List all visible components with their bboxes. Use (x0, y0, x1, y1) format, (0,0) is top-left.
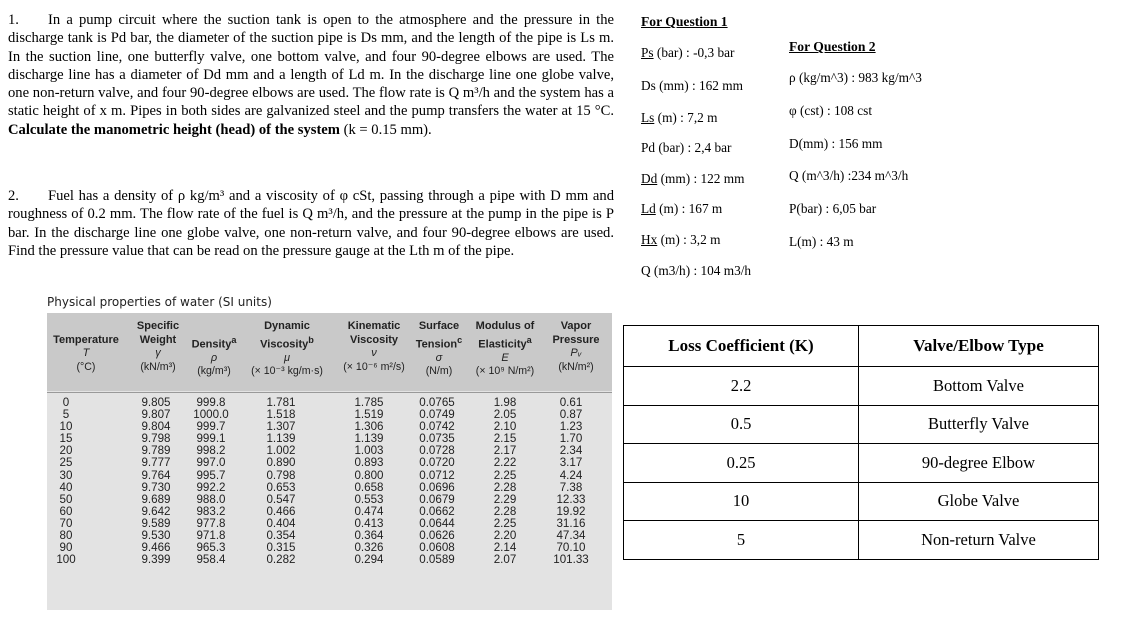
table-cell: 0.800 (354, 468, 384, 482)
table-cell: 1.002 (266, 444, 296, 458)
table-cell: 2.22 (493, 456, 517, 470)
table-cell: 2.17 (493, 444, 517, 458)
table-cell: 9.805 (141, 396, 171, 409)
table-cell: 1.139 (266, 432, 296, 446)
water-table-title: Physical properties of water (SI units) (47, 295, 272, 309)
table-cell: 0.315 (266, 541, 296, 555)
k-table-header-row (624, 326, 1099, 367)
table-cell: 999.7 (196, 420, 226, 434)
param-pressure: P(bar) : 6,05 bar (789, 201, 877, 216)
table-cell: 0.326 (354, 541, 384, 555)
table-cell: 983.2 (196, 504, 226, 518)
table-cell: 9.789 (141, 444, 171, 458)
table-cell: 40 (59, 480, 73, 494)
table-cell: 1.23 (559, 420, 583, 434)
param-ps: Ps (bar) : -0,3 bar (641, 45, 735, 60)
param-pd: Pd (bar) : 2,4 bar (641, 140, 732, 155)
table-cell: 50 (59, 492, 73, 506)
header-temperature: Temperature T (°C) (53, 333, 119, 373)
table-cell: 20 (59, 444, 73, 458)
table-cell: 60 (59, 504, 73, 518)
table-cell: 2.15 (493, 432, 517, 446)
water-properties-table (47, 313, 612, 610)
table-cell: 19.92 (556, 504, 586, 518)
table-cell: 0.404 (266, 516, 296, 530)
table-cell: 0.0720 (419, 456, 455, 470)
table-cell: 0.0679 (419, 492, 455, 506)
table-cell: 9.589 (141, 516, 171, 530)
param-diameter: D(mm) : 156 mm (789, 136, 883, 151)
table-cell: 0.653 (266, 480, 296, 494)
table-cell: 995.7 (196, 468, 226, 482)
table-cell: 0.0712 (419, 468, 455, 482)
table-cell: 0.364 (354, 529, 384, 543)
header-kinematic-viscosity: Kinematic Viscosity ν (× 10⁻⁶ m²/s) (343, 320, 405, 373)
loss-coefficient-table (623, 325, 1099, 560)
header-surface-tension: Surface Tension$^c$ σ (N/m) (415, 320, 463, 378)
table-cell: 9.466 (141, 541, 171, 555)
table-cell: 0.0608 (419, 541, 455, 555)
column-density (189, 397, 233, 566)
table-cell: 2.05 (493, 408, 517, 422)
table-cell: 0.466 (266, 504, 296, 518)
param-viscosity: φ (cst) : 108 cst (789, 103, 873, 118)
valve-type: Globe Valve (859, 482, 1099, 521)
table-cell: 1000.0 (193, 408, 229, 422)
k-table-row (624, 521, 1099, 560)
table-cell: 988.0 (196, 492, 226, 506)
param-ld: Ld (m) : 167 m (641, 201, 723, 216)
question-1-number: 1. (8, 12, 19, 28)
table-cell: 2.20 (493, 529, 517, 543)
question-2-heading: For Question 2 (789, 39, 876, 54)
table-cell: 31.16 (556, 516, 586, 530)
param-ds: Ds (mm) : 162 mm (641, 78, 743, 93)
k-table-row (624, 482, 1099, 521)
table-cell: 0.0765 (419, 396, 455, 409)
param-ls: Ls (m) : 7,2 m (641, 110, 718, 125)
table-cell: 977.8 (196, 516, 226, 530)
table-cell: 0.354 (266, 529, 296, 543)
table-cell: 0.294 (354, 553, 384, 567)
table-cell: 9.642 (141, 504, 171, 518)
header-dynamic-viscosity: Dynamic Viscosity$^b$ μ (× 10⁻³ kg/m·s) (251, 320, 323, 378)
table-cell: 1.306 (354, 420, 384, 434)
question-1-tail: (k = 0.15 mm). (339, 121, 432, 138)
header-density: Density$^a$ ρ (kg/m³) (191, 334, 237, 378)
table-cell: 12.33 (556, 492, 586, 506)
type-header: Valve/Elbow Type (859, 326, 1099, 367)
water-table-divider (47, 392, 612, 393)
valve-type: 90-degree Elbow (859, 444, 1099, 483)
column-kinematic-viscosity (349, 397, 389, 566)
table-cell: 5 (62, 408, 70, 422)
table-cell: 90 (59, 541, 73, 555)
column-modulus (490, 397, 520, 566)
header-modulus: Modulus of Elasticity$^a$ E (× 10⁹ N/m²) (475, 320, 535, 378)
table-cell: 2.34 (559, 444, 583, 458)
table-cell: 80 (59, 529, 73, 543)
table-cell: 4.24 (559, 468, 583, 482)
table-cell: 3.17 (559, 456, 583, 470)
table-cell: 1.98 (493, 396, 517, 409)
valve-type: Butterfly Valve (859, 405, 1099, 444)
table-cell: 999.1 (196, 432, 226, 446)
table-cell: 0.0749 (419, 408, 455, 422)
k-table-row (624, 444, 1099, 483)
table-cell: 30 (59, 468, 73, 482)
k-value: 5 (624, 521, 859, 560)
table-cell: 47.34 (556, 529, 586, 543)
question-2-number: 2. (8, 188, 19, 204)
table-cell: 1.519 (354, 408, 384, 422)
table-cell: 1.518 (266, 408, 296, 422)
column-vapor-pressure (550, 397, 592, 566)
table-cell: 965.3 (196, 541, 226, 555)
table-cell: 70 (59, 516, 73, 530)
table-cell: 0.0735 (419, 432, 455, 446)
table-cell: 0.553 (354, 492, 384, 506)
question-2-text: Fuel has a density of ρ kg/m³ and a viscosity of φ cSt, passing through a pipe with D mm and roughness of 0.2 mm. The flow rate of the fuel is Q m³/h, and the pressure at the pump in the pipe is P bar. In the discharge line one globe valve, one non-return valve, and four 90-degree elbows are used. Find the pressure value that can be read on the pressure gauge at the Lth m of the pipe. (8, 188, 614, 259)
table-cell: 2.29 (493, 492, 517, 506)
table-cell: 101.33 (553, 553, 589, 567)
table-cell: 2.14 (493, 541, 517, 555)
table-cell: 2.28 (493, 480, 517, 494)
param-density: ρ (kg/m^3) : 983 kg/m^3 (789, 70, 922, 85)
table-cell: 0 (62, 396, 70, 409)
table-cell: 998.2 (196, 444, 226, 458)
table-cell: 9.807 (141, 408, 171, 422)
question-2 (8, 187, 614, 260)
k-header: Loss Coefficient (K) (624, 326, 859, 367)
table-cell: 958.4 (196, 553, 226, 567)
table-cell: 9.530 (141, 529, 171, 543)
k-value: 0.25 (624, 444, 859, 483)
table-cell: 971.8 (196, 529, 226, 543)
column-specific-weight (133, 397, 179, 566)
table-cell: 100 (56, 553, 76, 567)
table-cell: 0.61 (559, 396, 583, 409)
param-length: L(m) : 43 m (789, 234, 854, 249)
table-cell: 0.890 (266, 456, 296, 470)
table-cell: 9.777 (141, 456, 171, 470)
table-cell: 0.893 (354, 456, 384, 470)
table-cell: 15 (59, 432, 73, 446)
table-cell: 1.785 (354, 396, 384, 409)
table-cell: 2.28 (493, 504, 517, 518)
k-table-row (624, 367, 1099, 406)
table-cell: 0.0644 (419, 516, 455, 530)
header-vapor-pressure: Vapor Pressure Pᵥ (kN/m²) (552, 320, 600, 373)
table-cell: 0.0742 (419, 420, 455, 434)
table-cell: 0.413 (354, 516, 384, 530)
param-hx: Hx (m) : 3,2 m (641, 232, 721, 247)
question-1-bold: Calculate the manometric height (head) of the system (8, 121, 340, 138)
column-surface-tension (412, 397, 462, 566)
table-cell: 9.764 (141, 468, 171, 482)
table-cell: 9.798 (141, 432, 171, 446)
table-cell: 25 (59, 456, 73, 470)
valve-type: Non-return Valve (859, 521, 1099, 560)
table-cell: 2.10 (493, 420, 517, 434)
table-cell: 999.8 (196, 396, 226, 409)
table-cell: 2.25 (493, 468, 517, 482)
param-flow: Q (m^3/h) :234 m^3/h (789, 168, 909, 183)
param-q: Q (m3/h) : 104 m3/h (641, 263, 752, 278)
table-cell: 2.07 (493, 553, 517, 567)
table-cell: 0.0626 (419, 529, 455, 543)
table-cell: 992.2 (196, 480, 226, 494)
table-cell: 9.689 (141, 492, 171, 506)
table-cell: 0.87 (559, 408, 583, 422)
table-cell: 9.399 (141, 553, 171, 567)
question-1-heading: For Question 1 (641, 14, 728, 29)
question-1-text: In a pump circuit where the suction tank is open to the atmosphere and the pressure in the discharge tank is Pd bar, the diameter of the suction pipe is Ds mm, and the length of the pipe is Ls m. In the suction line, one butterfly valve, one bottom valve, and four 90-degree elbows are used. The discharge line has a diameter of Dd mm and a length of Ld m. In the discharge line one globe valve, one non-return valve, and four 90-degree elbows are used. The flow rate is Q m³/h and the system has a static height of x m. Pipes in both sides are galvanized steel and the pump transfers the water at 15 °C. (8, 12, 614, 120)
table-cell: 70.10 (556, 541, 586, 555)
k-value: 2.2 (624, 367, 859, 406)
table-cell: 1.781 (266, 396, 296, 409)
k-table-body (624, 367, 1099, 560)
k-table-row (624, 405, 1099, 444)
param-dd: Dd (mm) : 122 mm (641, 171, 745, 186)
column-temperature (53, 397, 79, 566)
table-cell: 0.0696 (419, 480, 455, 494)
table-cell: 7.38 (559, 480, 583, 494)
table-cell: 1.139 (354, 432, 384, 446)
table-cell: 9.804 (141, 420, 171, 434)
table-cell: 0.798 (266, 468, 296, 482)
table-cell: 0.547 (266, 492, 296, 506)
table-cell: 0.0662 (419, 504, 455, 518)
header-specific-weight: Specific Weight γ (kN/m³) (136, 320, 180, 373)
table-cell: 2.25 (493, 516, 517, 530)
table-cell: 997.0 (196, 456, 226, 470)
column-dynamic-viscosity (261, 397, 301, 566)
valve-type: Bottom Valve (859, 367, 1099, 406)
table-cell: 1.70 (559, 432, 583, 446)
table-cell: 9.730 (141, 480, 171, 494)
table-cell: 0.0728 (419, 444, 455, 458)
k-value: 10 (624, 482, 859, 521)
table-cell: 0.658 (354, 480, 384, 494)
table-cell: 0.282 (266, 553, 296, 567)
k-value: 0.5 (624, 405, 859, 444)
table-cell: 1.003 (354, 444, 384, 458)
question-1 (8, 11, 614, 139)
table-cell: 10 (59, 420, 73, 434)
table-cell: 0.0589 (419, 553, 455, 567)
table-cell: 1.307 (266, 420, 296, 434)
table-cell: 0.474 (354, 504, 384, 518)
